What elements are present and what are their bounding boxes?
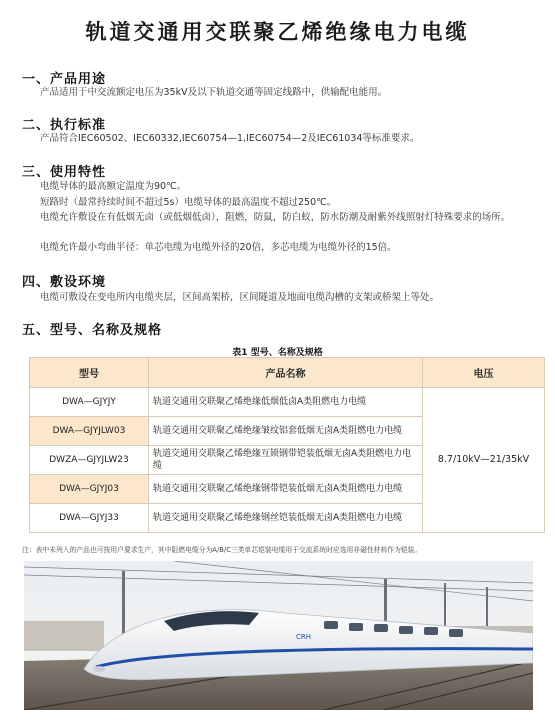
row-model: DWA—GJYJY	[30, 388, 149, 417]
row-model: DWA—GJYJ03	[30, 475, 149, 504]
table-caption: 表1 型号、名称及规格	[232, 348, 323, 358]
row-name: 轨道交通用交联聚乙烯绝缘互锁钢带铠装低烟无卤A类阻燃电力电缆	[149, 446, 423, 475]
section-heading-standard: 二、执行标准	[22, 118, 107, 133]
standard-text: 产品符合IEC60502、IEC60332,IEC60754—1,IEC60754—2及IEC61034等标准要求。	[40, 133, 420, 144]
characteristics-bend-radius: 电缆允许最小弯曲半径：单芯电缆为电缆外径的20倍，多芯电缆为电缆外径的15倍。	[40, 242, 397, 253]
row-model: DWZA—GJYJLW23	[30, 446, 149, 475]
characteristics-temp: 电缆导体的最高额定温度为90℃。	[40, 181, 187, 192]
section-heading-models: 五、型号、名称及规格	[22, 323, 163, 338]
section-heading-usage: 一、产品用途	[22, 72, 107, 87]
usage-text: 产品适用于中交流额定电压为35kV及以下轨道交通等固定线路中，供输配电能用。	[40, 87, 388, 98]
row-name: 轨道交通用交联聚乙烯绝缘钢带铠装低烟无卤A类阻燃电力电缆	[149, 475, 423, 504]
header-model: 型号	[30, 358, 149, 388]
row-name: 轨道交通用交联聚乙烯绝缘皱纹铝套低烟无卤A类阻燃电力电缆	[149, 417, 423, 446]
table-header-row	[30, 358, 545, 388]
section-heading-installation: 四、敷设环境	[22, 275, 107, 290]
spec-table	[29, 357, 545, 533]
voltage-cell: 8.7/10kV—21/35kV	[423, 388, 545, 533]
header-name: 产品名称	[149, 358, 423, 388]
characteristics-short-circuit: 短路时（最常持续时间不超过5s）电缆导体的最高温度不超过250℃。	[40, 197, 337, 208]
characteristics-environment: 电缆允许敷设在有低烟无卤（或低烟低卤），阻燃，防鼠，防白蚁，防水防潮及耐紫外线照射灯特殊要求的场所。	[40, 212, 511, 223]
train-logo: CRH	[296, 633, 312, 641]
row-name: 轨道交通用交联聚乙烯绝缘低烟低卤A类阻燃电力电缆	[149, 388, 423, 417]
table-note: 注：表中未列入的产品也可按用户要求生产，其中阻燃电缆分为A/B/C三类单芯铠装电缆用于交流系统时应选用非磁性材料作为铠装。	[22, 546, 422, 554]
table-row	[30, 388, 545, 417]
train-photo	[24, 561, 533, 710]
header-voltage: 电压	[423, 358, 545, 388]
row-model: DWA—GJYJLW03	[30, 417, 149, 446]
page-title: 轨道交通用交联聚乙烯绝缘电力电缆	[85, 20, 470, 44]
installation-text: 电缆可敷设在变电所内电缆夹层，区间高架桥，区间隧道及地面电缆沟槽的支架或桥架上等处。	[40, 292, 440, 303]
row-model: DWA—GJYJ33	[30, 504, 149, 533]
row-name: 轨道交通用交联聚乙烯绝缘钢丝铠装低烟无卤A类阻燃电力电缆	[149, 504, 423, 533]
section-heading-characteristics: 三、使用特性	[22, 165, 107, 180]
